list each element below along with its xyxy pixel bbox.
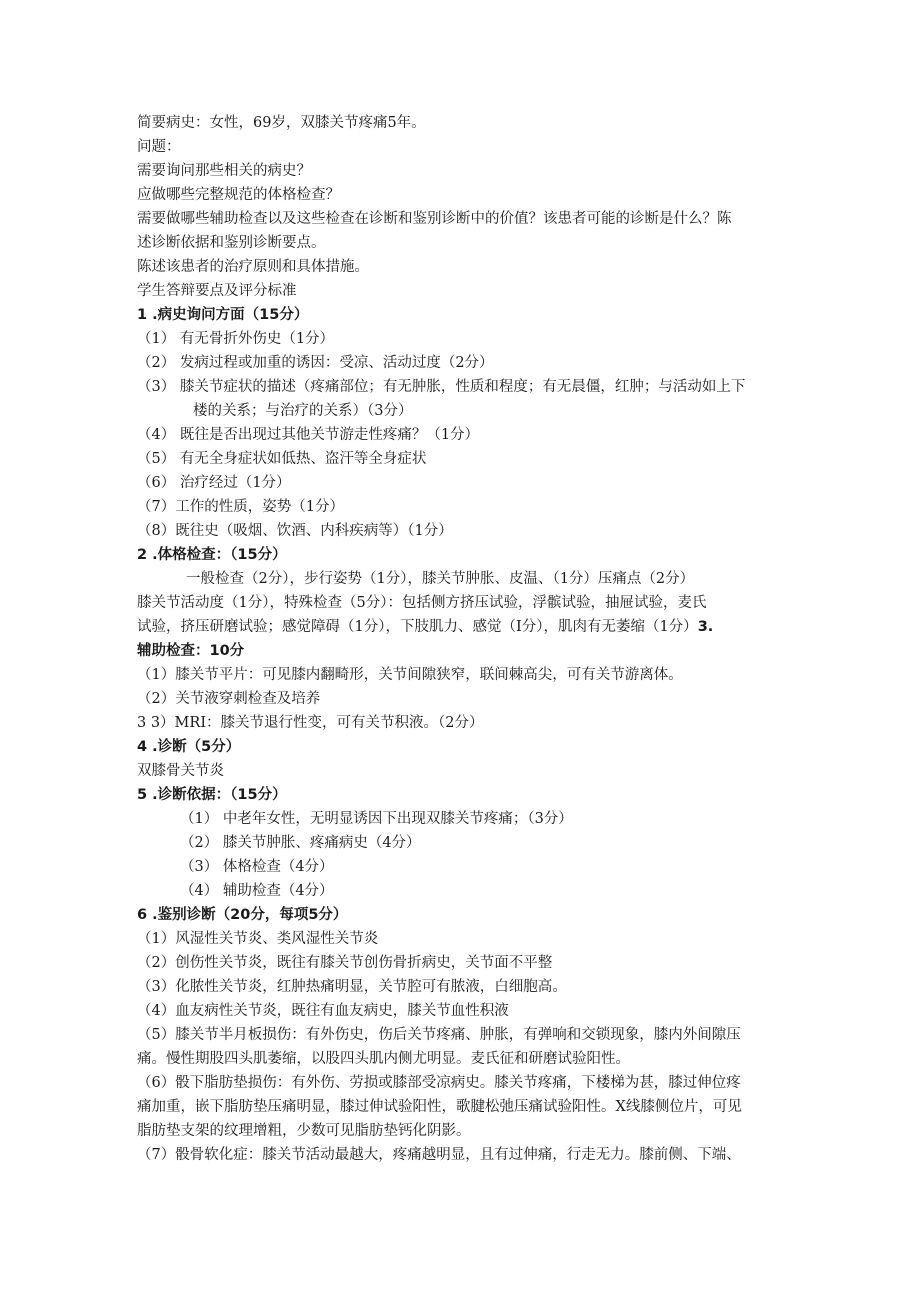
s6-item: （6）骰下脂肪垫损伤：有外伤、劳损或膝部受凉病史。膝关节疼痛，下楼梯为甚，膝过伸位疼 bbox=[137, 1075, 741, 1091]
s6-item: （1）风湿性关节炎、类风湿性关节炎 bbox=[137, 931, 379, 947]
s2-paragraph: 膝关节活动度（1分），特殊检查（5分）：包括侧方挤压试验，浮髌试验，抽屉试验，麦氏 bbox=[137, 595, 707, 611]
question-3-cont: 述诊断依据和鉴别诊断要点。 bbox=[137, 235, 326, 251]
section-3-number: 3. bbox=[697, 619, 714, 635]
s1-item: （1） 有无骨折外伤史（1分） bbox=[137, 331, 335, 347]
s1-item: （2） 发病过程或加重的诱因：受凉、活动过度（2分） bbox=[137, 355, 494, 371]
s6-item-cont: 脂肪垫支架的纹理增粗，少数可见脂肪垫钙化阴影。 bbox=[137, 1123, 471, 1139]
s6-item-cont: 痛加重，嵌下脂肪垫压痛明显，膝过伸试验阳性，歌腱松弛压痛试验阳性。X线膝侧位片，可见 bbox=[137, 1099, 742, 1115]
section-3-title: 辅助检查：10分 bbox=[137, 643, 245, 659]
s6-item: （3）化脓性关节炎，红肿热痛明显，关节腔可有脓液，白细胞高。 bbox=[137, 979, 567, 995]
s5-item: （3） 体格检查（4分） bbox=[180, 859, 334, 875]
diagnosis-text: 双膝骨关节炎 bbox=[137, 763, 224, 779]
question-4: 陈述该患者的治疗原则和具体措施。 bbox=[137, 259, 369, 275]
s3-item: （1）膝关节平片：可见膝内翻畸形，关节间隙狭窄，联间棘高尖，可有关节游离体。 bbox=[137, 667, 683, 683]
s5-item: （2） 膝关节肿胀、疼痛病史（4分） bbox=[180, 835, 421, 851]
section-1-title: 1 .病史询问方面（15分） bbox=[137, 307, 309, 323]
question-3: 需要做哪些辅助检查以及这些检查在诊断和鉴别诊断中的价值？该患者可能的诊断是什么？陈 bbox=[137, 211, 732, 227]
s1-item: （6） 治疗经过（1分） bbox=[137, 475, 291, 491]
section-4-title: 4 .诊断（5分） bbox=[137, 739, 241, 755]
question-label: 问题： bbox=[137, 139, 181, 155]
question-2: 应做哪些完整规范的体格检查？ bbox=[137, 187, 340, 203]
case-history: 简要病史：女性，69岁，双膝关节疼痛5年。 bbox=[137, 115, 426, 131]
scoring-standard-heading: 学生答辩要点及评分标准 bbox=[137, 283, 297, 299]
s6-item: （4）血友病性关节炎，既往有血友病史，膝关节血性积液 bbox=[137, 1003, 509, 1019]
s3-item: 3 3）MRI：膝关节退行性变，可有关节积液。（2分） bbox=[137, 715, 484, 731]
s3-item: （2）关节液穿刺检查及培养 bbox=[137, 691, 321, 707]
s1-item: （8）既往史（吸烟、饮酒、内科疾病等）（1分） bbox=[137, 523, 453, 539]
section-2-title: 2 .体格检查：（15分） bbox=[137, 547, 287, 563]
s5-item: （1） 中老年女性，无明显诱因下出现双膝关节疼痛；（3分） bbox=[180, 811, 573, 827]
s1-item: （7）工作的性质，姿势（1分） bbox=[137, 499, 344, 515]
s6-item-cont: 痛。慢性期股四头肌萎缩，以股四头肌内侧尤明显。麦氏征和研磨试验阳性。 bbox=[137, 1051, 630, 1067]
s1-item: （5） 有无全身症状如低热、盗汗等全身症状 bbox=[137, 451, 427, 467]
s2-text: 试验，挤压研磨试验；感觉障碍（1分），下肢肌力、感觉（I分），肌肉有无萎缩（1分） bbox=[137, 619, 698, 635]
section-6-title: 6 .鉴别诊断（20分，每项5分） bbox=[137, 907, 348, 923]
question-1: 需要询问那些相关的病史？ bbox=[137, 163, 311, 179]
s1-item: （3） 膝关节症状的描述（疼痛部位；有无肿胀，性质和程度；有无晨僵，红肿；与活动如上下 bbox=[137, 379, 746, 395]
section-5-title: 5 .诊断依据：（15分） bbox=[137, 787, 287, 803]
s2-paragraph bbox=[137, 617, 713, 637]
s1-item: （4） 既往是否出现过其他关节游走性疼痛？（1分） bbox=[137, 427, 480, 443]
s6-item: （2）创伤性关节炎，既往有膝关节创伤骨折病史，关节面不平整 bbox=[137, 955, 553, 971]
s6-item: （7）骰骨软化症：膝关节活动最越大，疼痛越明显，且有过伸痛，行走无力。膝前侧、下端、 bbox=[137, 1147, 741, 1163]
s6-item: （5）膝关节半月板损伤：有外伤史，伤后关节疼痛、肿胀，有弹响和交锁现象，膝内外间隙压 bbox=[137, 1027, 741, 1043]
s1-item-cont: 楼的关系；与治疗的关系）（3分） bbox=[193, 403, 413, 419]
s2-paragraph: 一般检查（2分），步行姿势（1分），膝关节肿胀、皮温、（1分）压痛点（2分） bbox=[186, 571, 695, 587]
s5-item: （4） 辅助检查（4分） bbox=[180, 883, 334, 899]
